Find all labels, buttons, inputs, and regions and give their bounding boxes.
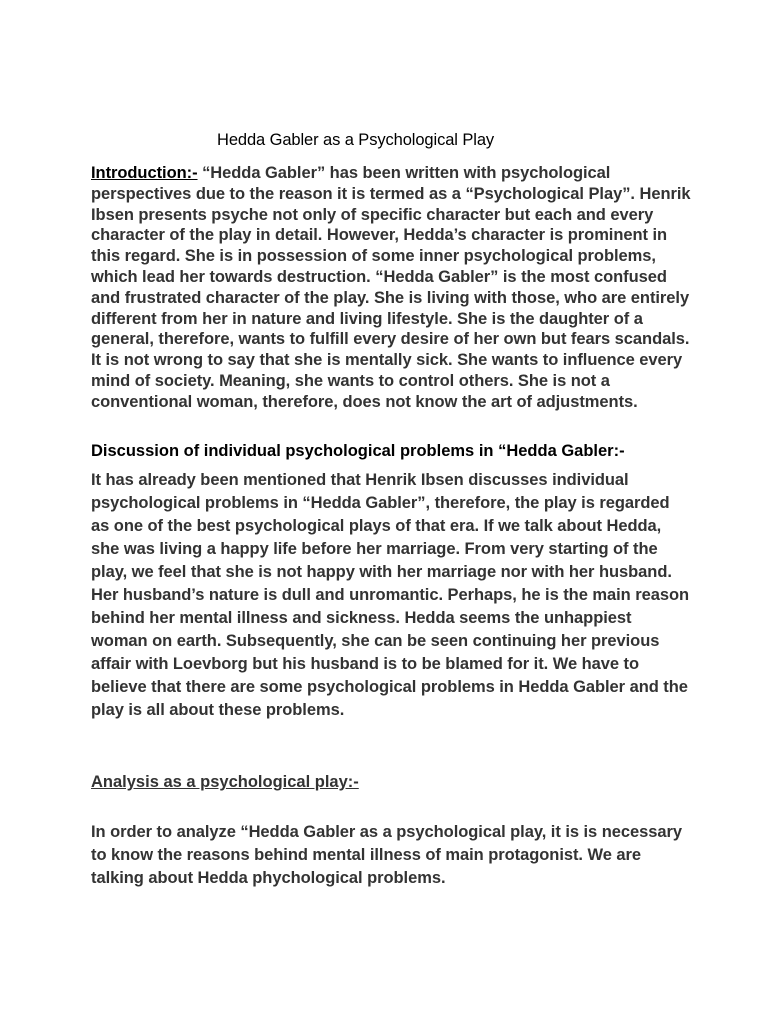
discussion-paragraph: It has already been mentioned that Henrik Ibsen discusses individual psychological problems in “Hedda Gabler”, therefore, the play is regarded as one of the best psychological plays of that era. If we talk about Hedda, she was living a happy life before her marriage. From very starting of the play, we feel that she is not happy with her marriage nor with her husband. Her husband’s nature is dull and unromantic. Perhaps, he is the main reason behind her mental illness and sickness. Hedda seems the unhappiest woman on earth. Subsequently, she can be seen continuing her previous affair with Loevborg but his husband is to be blamed for it. We have to believe that there are some psychological problems in Hedda Gabler and the play is all about these problems.: [91, 471, 690, 719]
analysis-paragraph: In order to analyze “Hedda Gabler as a psychological play, it is is necessary to know the reasons behind mental illness of main protagonist. We are talking about Hedda phychological problems.: [91, 823, 682, 887]
introduction-text: “Hedda Gabler” has been written with psychological perspectives due to the reason it is termed as a “Psychological Play”. Henrik Ibsen presents psyche not only of specific character but each and every character of the play in detail. However, Hedda’s character is prominent in this regard. She is in possession of some inner psychological problems, which lead her towards destruction. “Hedda Gabler” is the most confused and frustrated character of the play. She is living with those, who are entirely different from her in nature and living lifestyle. She is the daughter of a general, therefore, wants to fulfill every desire of her own but fears scandals. It is not wrong to say that she is mentally sick. She wants to influence every mind of society. Meaning, she wants to control others. She is not a conventional woman, therefore, does not know the art of adjustments.: [91, 164, 691, 411]
introduction-paragraph: [91, 163, 691, 413]
analysis-heading: Analysis as a psychological play:-: [91, 773, 359, 791]
document-title: Hedda Gabler as a Psychological Play: [217, 131, 495, 149]
discussion-heading: Discussion of individual psychological problems in “Hedda Gabler:-: [91, 442, 625, 460]
introduction-label: Introduction:-: [91, 164, 198, 182]
